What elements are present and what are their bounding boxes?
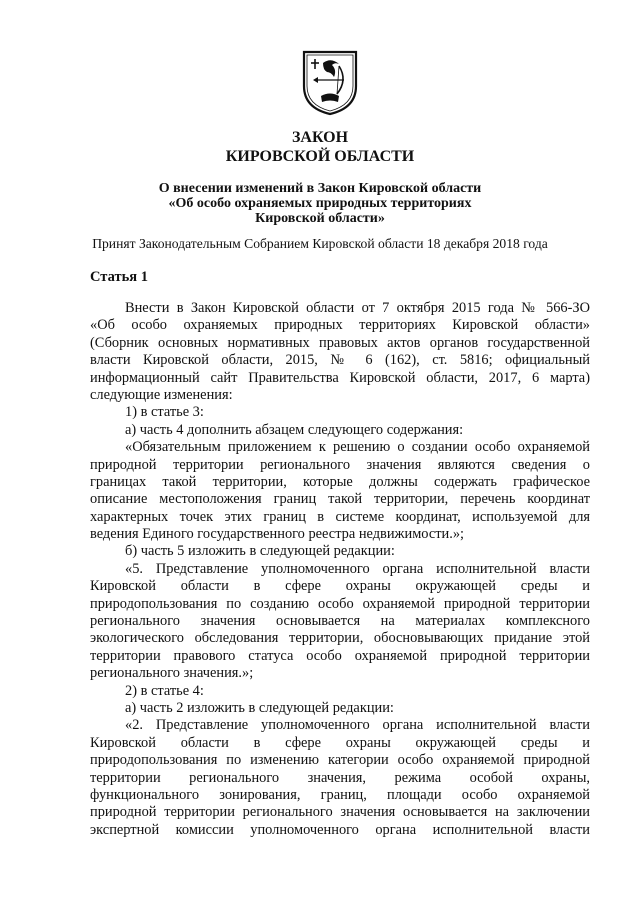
text-line: природопользования по изменению категории особо охраняемой природной [90,752,590,769]
text-line: функционального зонирования, границ, площади особо охраняемой [90,786,590,803]
text-line: информационный сайт Правительства Кировской области, 2017, 6 марта) [90,369,590,386]
law-subtitle-line: О внесении изменений в Закон Кировской области [158,181,482,196]
adoption-note: Принят Законодательным Собранием Кировской области 18 декабря 2018 года [92,236,548,251]
law-subtitle-line: «Об особо охраняемых природных территориях [168,196,472,211]
text-line: а) часть 4 дополнить абзацем следующего содержания: [125,421,464,438]
text-line: природопользования по созданию особо охраняемой природной территории [90,595,590,612]
article-heading: Статья 1 [90,269,148,285]
text-line: границах такой территории, которые должны содержать графическое [90,473,590,490]
text-line: «5. Представление уполномоченного органа исполнительной власти [125,560,590,577]
law-title: ЗАКОН [291,129,349,146]
law-region: КИРОВСКОЙ ОБЛАСТИ [225,148,415,165]
text-line: природной территории регионального значения являются сведения о [90,456,590,473]
text-line: природной территории регионального значения основывается на заключении [90,804,590,821]
text-line: Внести в Закон Кировской области от 7 октября 2015 года № 566-ЗО [125,300,590,316]
text-line: «Об особо охраняемых природных территориях Кировской области» [90,317,590,334]
text-line: описание местоположения границ такой территории, перечень координат [90,491,590,508]
text-line: Кировской области в сфере охраны окружающей среды и [90,578,590,595]
text-line: экологического обследования территории, обосновывающих придание этой [90,630,590,647]
text-line: территории регионального значения, режима особой охраны, [90,769,590,786]
article-body [90,300,590,839]
text-line: власти Кировской области, 2015, № 6 (162), ст. 5816; официальный [90,352,590,369]
text-line: «2. Представление уполномоченного органа исполнительной власти [125,717,590,734]
text-line: б) часть 5 изложить в следующей редакции: [125,543,395,560]
text-line: характерных точек этих границ в системе координат, используемой для [90,508,590,525]
text-line: экспертной комиссии уполномоченного органа исполнительной власти [90,821,590,838]
text-line: 1) в статье 3: [125,404,204,421]
text-line: следующие изменения: [90,386,233,403]
text-line: регионального значения основывается на материалах комплексного [90,613,590,630]
text-line: (Сборник основных нормативных правовых актов органов государственной [90,334,590,351]
text-line: а) часть 2 изложить в следующей редакции: [125,699,394,716]
kirov-oblast-coat-of-arms-icon [301,50,359,116]
law-subtitle-line: Кировской области» [255,211,385,226]
text-line: регионального значения.»; [90,665,254,682]
text-line: «Обязательным приложением к решению о создании особо охраняемой [125,439,590,456]
text-line: территории правового статуса особо охраняемой природной территории [90,647,590,664]
text-line: 2) в статье 4: [125,682,204,699]
text-line: ведения Единого государственного реестра недвижимости.»; [90,526,465,543]
text-line: Кировской области в сфере охраны окружающей среды и [90,734,590,751]
